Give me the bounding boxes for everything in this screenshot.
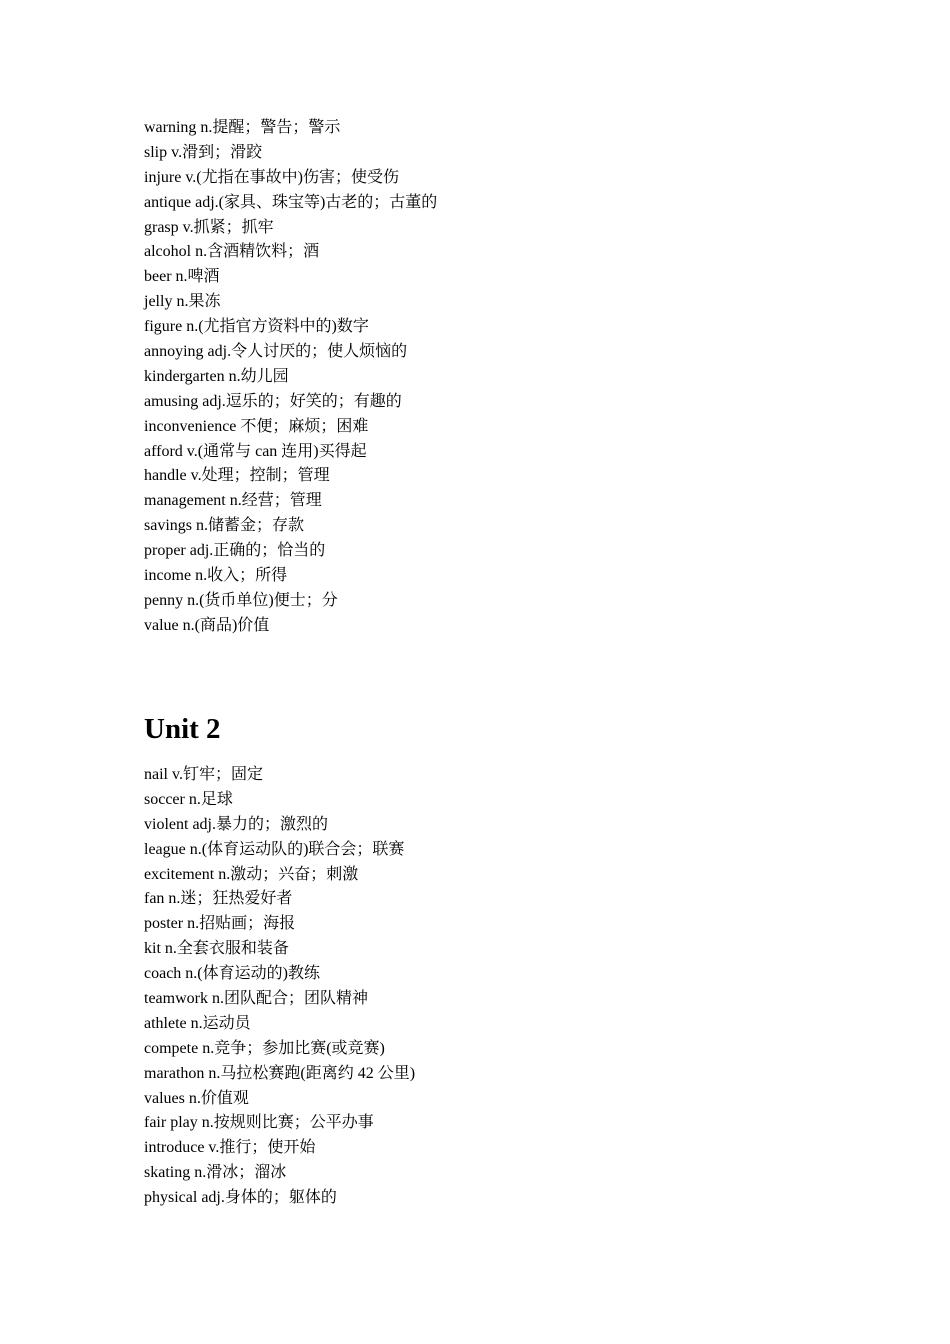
vocab-entry: league n.(体育运动队的)联合会；联赛 <box>144 840 405 858</box>
vocab-entry: excitement n.激动；兴奋；刺激 <box>144 865 359 883</box>
vocab-entry: violent adj.暴力的；激烈的 <box>144 815 328 833</box>
vocab-entry: handle v.处理；控制；管理 <box>144 467 330 485</box>
vocabulary-list-unit2 <box>144 763 415 1211</box>
vocab-entry: management n.经营；管理 <box>144 492 322 510</box>
vocab-entry: nail v.钉牢；固定 <box>144 766 263 783</box>
vocab-entry: proper adj.正确的；恰当的 <box>144 542 326 560</box>
vocab-entry: annoying adj.令人讨厌的；使人烦恼的 <box>144 343 408 361</box>
vocab-entry: soccer n.足球 <box>144 790 233 808</box>
vocab-entry: poster n.招贴画；海报 <box>144 915 296 933</box>
vocab-entry: values n.价值观 <box>144 1089 249 1107</box>
vocab-entry: injure v.(尤指在事故中)伤害；使受伤 <box>144 168 399 186</box>
vocab-entry: kindergarten n.幼儿园 <box>144 367 289 385</box>
vocab-entry: value n.(商品)价值 <box>144 616 270 634</box>
vocab-entry: compete n.竞争；参加比赛(或竞赛) <box>144 1039 385 1057</box>
vocab-entry: coach n.(体育运动的)教练 <box>144 965 320 983</box>
vocab-entry: grasp v.抓紧；抓牢 <box>144 218 274 236</box>
vocab-entry: savings n.储蓄金；存款 <box>144 517 305 535</box>
unit-heading: Unit 2 <box>144 713 221 745</box>
vocab-entry: skating n.滑冰；溜冰 <box>144 1164 287 1182</box>
vocab-entry: teamwork n.团队配合；团队精神 <box>144 990 368 1008</box>
vocabulary-list-unit1 <box>144 116 437 639</box>
vocab-entry: antique adj.(家具、珠宝等)古老的；古董的 <box>144 193 438 211</box>
vocab-entry: beer n.啤酒 <box>144 268 220 286</box>
vocab-entry: jelly n.果冻 <box>144 293 221 311</box>
vocab-entry: afford v.(通常与 can 连用)买得起 <box>144 442 367 460</box>
vocab-entry: athlete n.运动员 <box>144 1014 251 1032</box>
vocab-entry: kit n.全套衣服和装备 <box>144 940 289 958</box>
vocab-entry: amusing adj.逗乐的；好笑的；有趣的 <box>144 392 402 410</box>
vocab-entry: alcohol n.含酒精饮料；酒 <box>144 243 320 261</box>
vocab-entry: figure n.(尤指官方资料中的)数字 <box>144 318 369 336</box>
vocab-entry: marathon n.马拉松赛跑(距离约 42 公里) <box>144 1064 416 1082</box>
vocab-entry: physical adj.身体的；躯体的 <box>144 1189 337 1207</box>
vocab-entry: warning n.提醒；警告；警示 <box>144 119 341 136</box>
vocab-entry: penny n.(货币单位)便士；分 <box>144 591 338 609</box>
vocab-entry: fan n.迷；狂热爱好者 <box>144 890 293 908</box>
vocab-entry: fair play n.按规则比赛；公平办事 <box>144 1114 374 1132</box>
vocab-entry: income n.收入；所得 <box>144 567 288 585</box>
vocab-entry: inconvenience 不便；麻烦；困难 <box>144 417 369 435</box>
vocab-entry: slip v.滑到；滑跤 <box>144 143 263 161</box>
vocab-entry: introduce v.推行；使开始 <box>144 1139 316 1157</box>
